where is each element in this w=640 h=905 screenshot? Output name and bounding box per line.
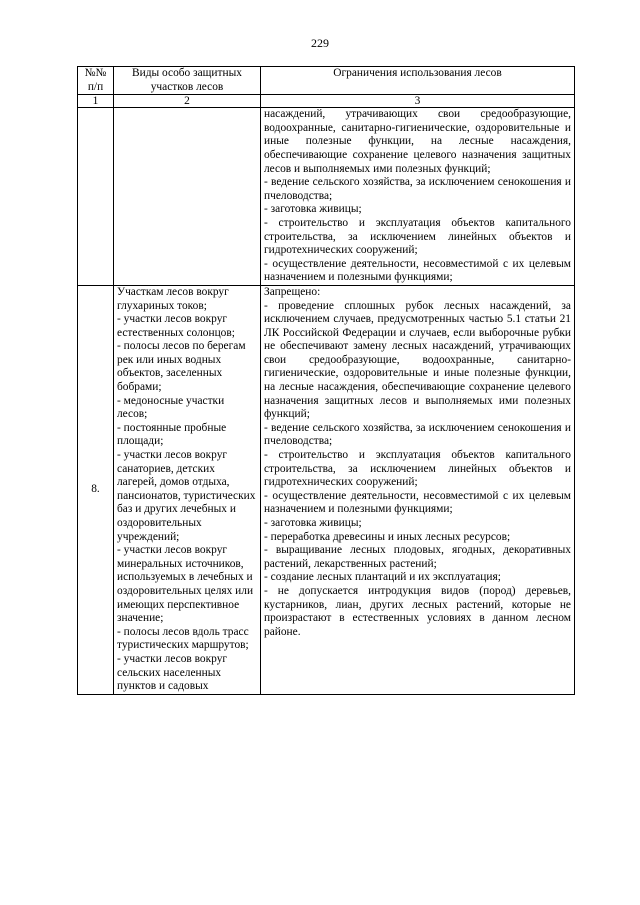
restrictions-cell	[261, 285, 575, 694]
restriction-line: - не допускается интродукция видов (пород) деревьев, кустарников, лиан, других лесных растений, которые не произрастают в естественных условиях в данном лесном районе.	[264, 584, 571, 638]
continuation-restrictions-cell	[261, 108, 575, 286]
restriction-line: - ведение сельского хозяйства, за исключением сенокошения и пчеловодства;	[264, 176, 571, 202]
restriction-line: - заготовка живицы;	[264, 203, 362, 216]
header-restrictions: Ограничения использования лесов	[261, 67, 575, 95]
restriction-line: - заготовка живицы;	[264, 517, 362, 529]
restriction-line: - проведение сплошных рубок лесных насаждений, за исключением случаев, предусмотренных частью 5.1 статьи 21 ЛК Российской Федерации и случаев, если выборочные рубки не обеспечивают замену лесных насаждений, утрачивающих свои средообразующие, водоохранные, санитарно-гигиенические, оздоровительные и иные полезные функции, на лесные насаждения, обеспечивающие сохранение целевого назначения защитных лесов и выполняемых ими полезных функций;	[264, 299, 571, 421]
header-forest-plot-types: Виды особо защитных участков лесов	[114, 67, 261, 95]
plot-type-line: - постоянные пробные площади;	[117, 421, 227, 448]
restriction-line: Запрещено:	[264, 285, 321, 298]
plot-type-line: - участки лесов вокруг санаториев, детских лагерей, домов отдыха, пансионатов, туристических баз и других лечебных и оздоровительных учреждений;	[117, 449, 256, 543]
restriction-line: - ведение сельского хозяйства, за исключением сенокошения и пчеловодства;	[264, 421, 571, 448]
table-header-row	[78, 67, 575, 95]
plot-type-line: - медоносные участки лесов;	[117, 394, 225, 421]
restriction-line: - переработка древесины и иных лесных ресурсов;	[264, 530, 511, 543]
continuation-number-cell	[78, 108, 114, 286]
restriction-line: - осуществление деятельности, несовместимой с их целевым назначением и полезными функциями;	[264, 257, 571, 284]
row-number: 8.	[78, 285, 114, 694]
restriction-line: - создание лесных плантаций и их эксплуатация;	[264, 571, 501, 584]
header-number: №№ п/п	[78, 67, 114, 95]
plot-type-line: - участки лесов вокруг минеральных источников, используемых в лечебных и оздоровительных целях или имеющих перспективное значение;	[117, 544, 254, 625]
continuation-type-cell	[114, 108, 261, 286]
page-number: 229	[311, 36, 329, 50]
column-number: 2	[114, 95, 261, 108]
restriction-line: насаждений, утрачивающих свои средообразующие, водоохранные, санитарно-гигиенические, оздоровительные и иные полезные функции, на лесные насаждения, обеспечивающие сохранение целевого назначения защитных лесов и выполняемых ими полезных функций;	[264, 108, 571, 175]
restriction-line: - строительство и эксплуатация объектов капитального строительства, за исключением линейных объектов и гидротехнических сооружений;	[264, 449, 571, 489]
restriction-line: - выращивание лесных плодовых, ягодных, декоративных растений, лекарственных растений;	[264, 544, 571, 570]
restriction-line: - строительство и эксплуатация объектов капитального строительства, за исключением линейных объектов и гидротехнических сооружений;	[264, 216, 571, 257]
plot-type-line: - участки лесов вокруг естественных солонцов;	[117, 313, 235, 339]
forest-plot-types-cell	[114, 285, 261, 694]
table-row-8	[78, 285, 575, 694]
plot-type-line: - полосы лесов по берегам рек или иных водных объектов, заселенных бобрами;	[117, 340, 246, 394]
column-number: 3	[261, 95, 575, 108]
restriction-line: - осуществление деятельности, несовместимой с их целевым назначением и полезными функциями;	[264, 489, 571, 516]
column-number: 1	[78, 95, 114, 108]
column-numbers-row	[78, 95, 575, 108]
plot-type-line: - участки лесов вокруг сельских населенных пунктов и садовых	[117, 652, 228, 693]
plot-type-line: Участкам лесов вокруг глухариных токов;	[117, 285, 229, 312]
plot-type-line: - полосы лесов вдоль трасс туристических маршрутов;	[117, 625, 249, 652]
continuation-row	[78, 108, 575, 286]
restrictions-table	[77, 66, 575, 695]
